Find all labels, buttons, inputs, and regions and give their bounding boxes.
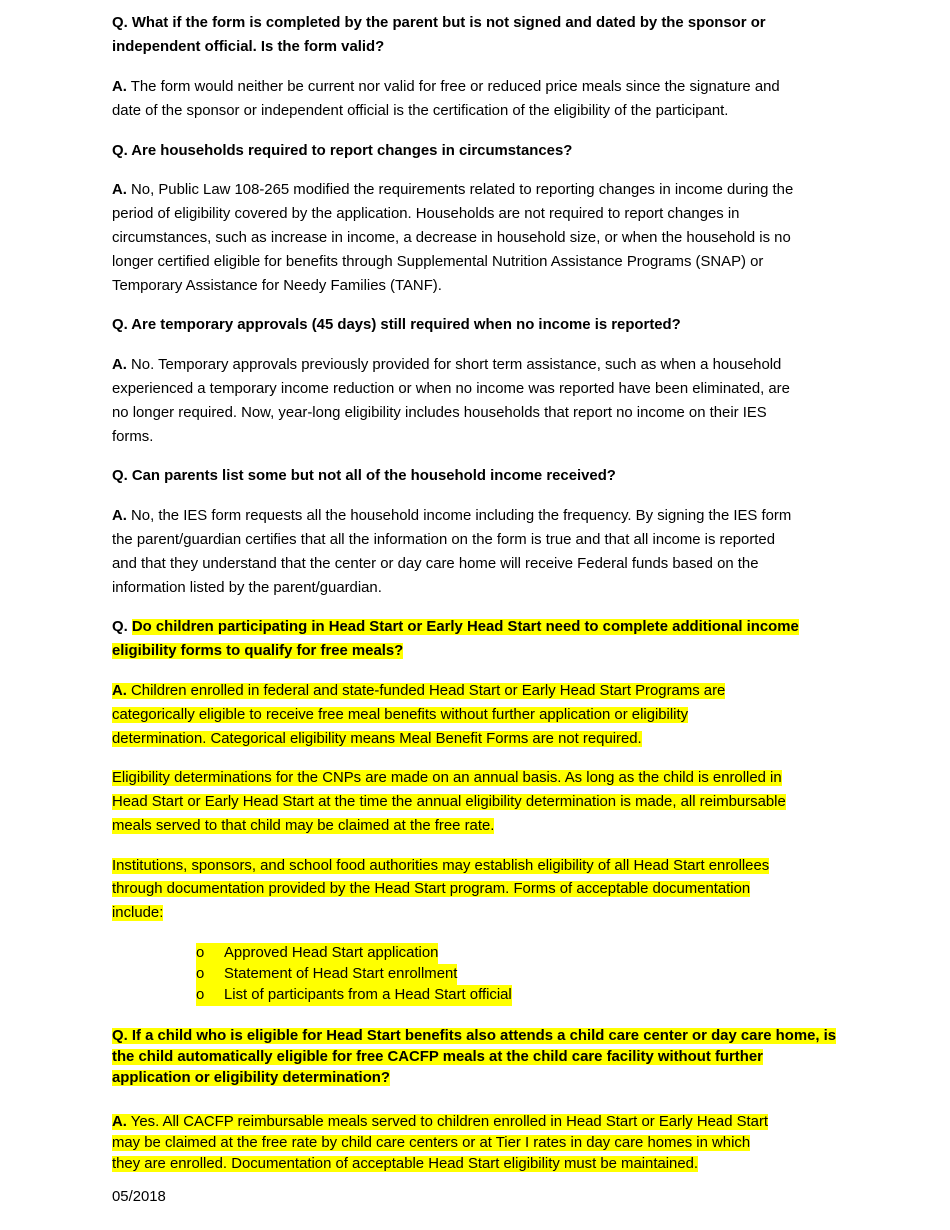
question-line: Q. What if the form is completed by the parent but is not signed and dated by the sponsor or [112,15,766,31]
bullet-marker: o [196,985,224,1006]
question-line [112,1068,390,1090]
answer-text: The form would neither be current nor valid for free or reduced price meals since the signature and [126,79,780,95]
answer-line: Temporary Assistance for Needy Families (TANF). [112,278,442,294]
answer-line [112,1154,698,1176]
answer-prefix: A. [112,357,127,373]
highlighted-text: Eligibility determinations for the CNPs are made on an annual basis. As long as the child is enrolled in [112,770,782,786]
answer-line [112,1112,768,1134]
question-line: Q. Are temporary approvals (45 days) still required when no income is reported? [112,317,681,333]
question-prefix: Q. [112,619,132,635]
list-item-text: Statement of Head Start enrollment [224,964,457,985]
footer-date: 05/2018 [112,1189,166,1205]
bullet-marker: o [196,964,224,985]
answer-text: No, Public Law 108-265 modified the requirements related to reporting changes in income during the [126,182,794,198]
list-item-text: Approved Head Start application [224,943,438,964]
answer-prefix: A. [112,683,127,699]
highlighted-text: Institutions, sponsors, and school food authorities may establish eligibility of all Head Start enrollees [112,858,770,874]
answer-line [112,505,791,527]
answer-line: circumstances, such as increase in income, a decrease in household size, or when the household is no [112,230,791,246]
highlighted-text: Head Start or Early Head Start at the time the annual eligibility determination is made, all reimbursable [112,794,786,810]
answer-line [112,76,780,98]
answer-line [112,680,725,702]
answer-prefix: A. [112,79,127,95]
answer-prefix: A. [112,182,127,198]
question-line [112,640,403,662]
bullet-marker: o [196,943,224,964]
paragraph-line [112,855,769,877]
paragraph-line [112,878,750,900]
answer-prefix: A. [112,508,127,524]
answer-line: forms. [112,429,154,445]
highlighted-text: through documentation provided by the Head Start program. Forms of acceptable documentation [112,881,751,897]
highlighted-text: meals served to that child may be claimed at the free rate. [112,818,495,834]
answer-line: experienced a temporary income reduction or when no income was reported have been eliminated, are [112,381,790,397]
highlighted-text: Do children participating in Head Start or Early Head Start need to complete additional income [131,619,799,635]
answer-text: Children enrolled in federal and state-funded Head Start or Early Head Start Programs are [126,683,726,699]
highlighted-text: application or eligibility determination? [112,1070,390,1086]
paragraph-line [112,767,782,789]
paragraph-line [112,791,786,813]
answer-line: information listed by the parent/guardian. [112,580,382,596]
list-item-text: List of participants from a Head Start official [224,985,512,1006]
highlighted-text: determination. Categorical eligibility means Meal Benefit Forms are not required. [112,731,642,747]
highlighted-text: the child automatically eligible for free CACFP meals at the child care facility without further [112,1049,763,1065]
paragraph-line [112,902,163,924]
question-line [112,1047,763,1069]
highlighted-text: may be claimed at the free rate by child care centers or at Tier I rates in day care homes in which [112,1135,751,1151]
answer-line: the parent/guardian certifies that all the information on the form is true and that all income is reported [112,532,775,548]
question-line: independent official. Is the form valid? [112,39,385,55]
highlighted-text: eligibility forms to qualify for free meals? [112,643,404,659]
highlighted-text: Q. If a child who is eligible for Head Start benefits also attends a child care center or day care home, is [112,1028,837,1044]
question-line: Q. Are households required to report changes in circumstances? [112,143,573,159]
question-line: Q. Can parents list some but not all of the household income received? [112,468,616,484]
paragraph-line [112,815,494,837]
answer-line: and that they understand that the center or day care home will receive Federal funds based on the [112,556,759,572]
highlighted-text: they are enrolled. Documentation of acceptable Head Start eligibility must be maintained. [112,1156,699,1172]
answer-line: no longer required. Now, year-long eligibility includes households that report no income on their IES [112,405,767,421]
answer-line [112,728,642,750]
answer-line [112,1133,750,1155]
answer-line [112,179,793,201]
answer-line: longer certified eligible for benefits through Supplemental Nutrition Assistance Programs (SNAP) or [112,254,764,270]
answer-line [112,354,781,376]
answer-prefix: A. [112,1114,127,1130]
question-line [112,1026,836,1048]
answer-text: No, the IES form requests all the household income including the frequency. By signing the IES form [126,508,792,524]
answer-line: period of eligibility covered by the application. Households are not required to report changes in [112,206,740,222]
answer-text: No. Temporary approvals previously provided for short term assistance, such as when a household [126,357,782,373]
answer-line: date of the sponsor or independent official is the certification of the eligibility of the participant. [112,103,729,119]
highlighted-text: include: [112,905,164,921]
answer-line [112,704,688,726]
highlighted-text: categorically eligible to receive free meal benefits without further application or eligibility [112,707,689,723]
question-line [112,616,799,638]
answer-text: Yes. All CACFP reimbursable meals served to children enrolled in Head Start or Early Head Start [126,1114,769,1130]
